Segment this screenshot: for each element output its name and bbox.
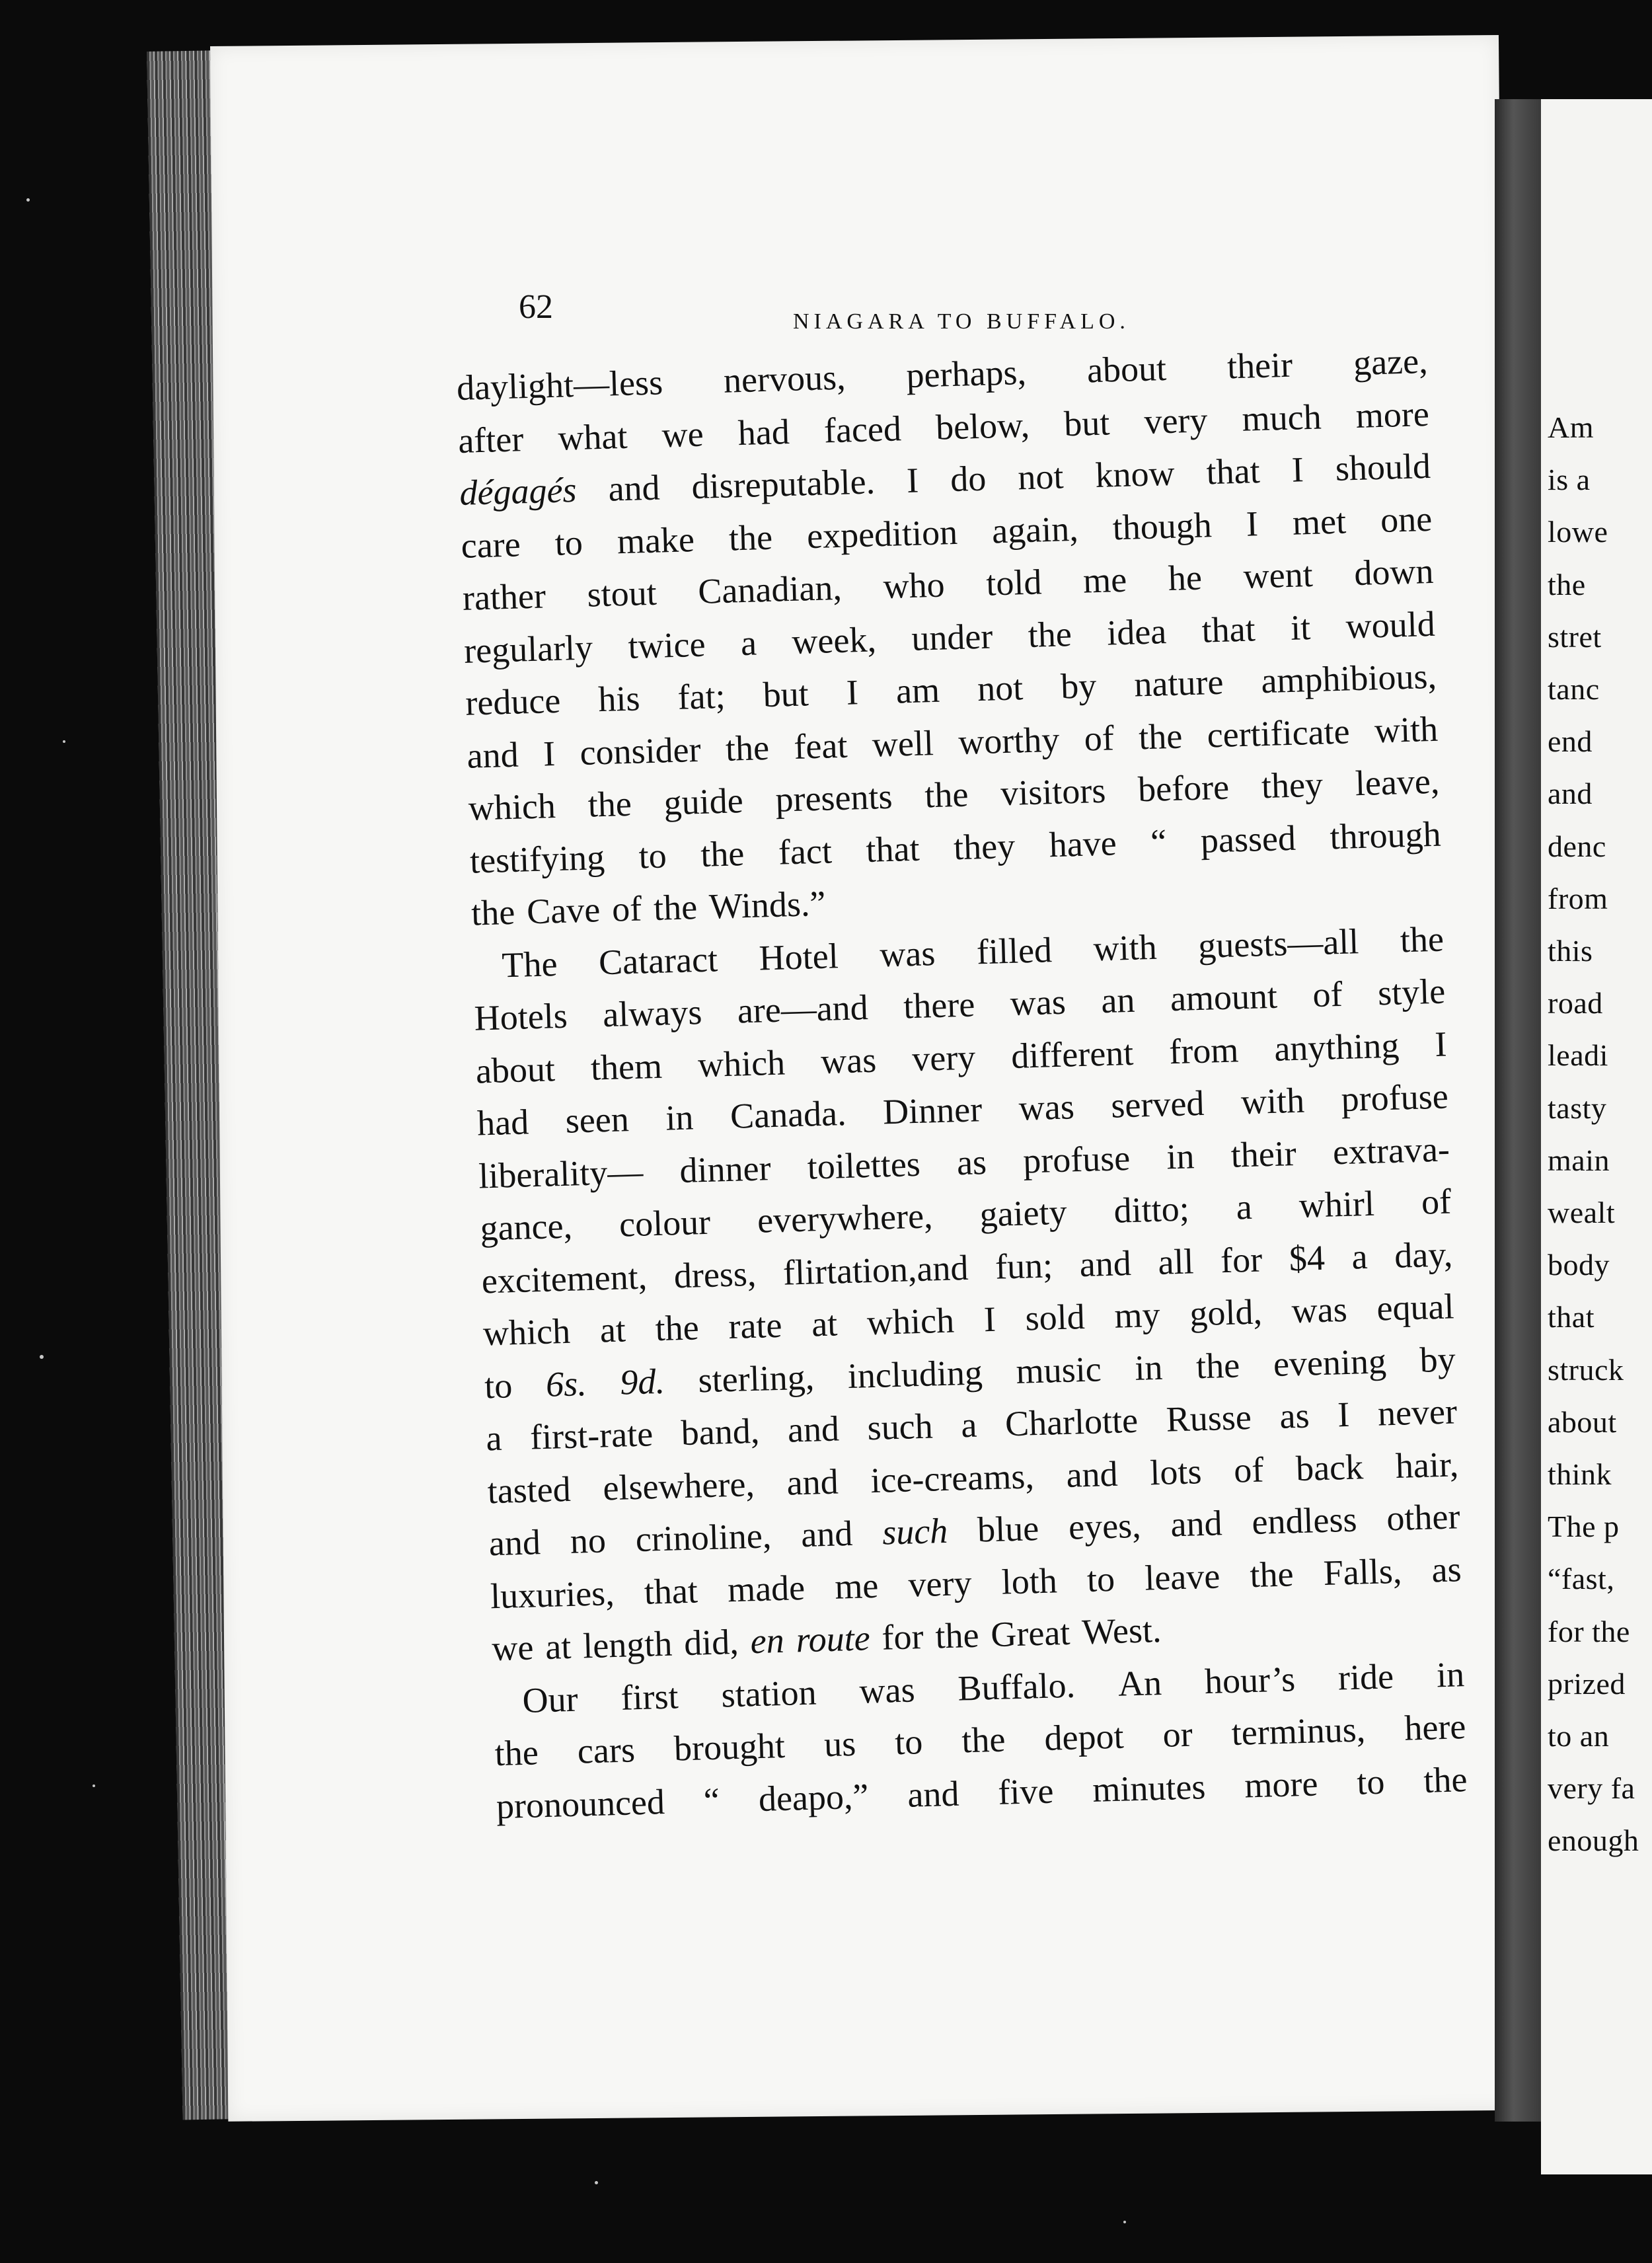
text-line: the Cave of the Winds.”	[470, 883, 827, 933]
facing-page-line: the	[1548, 567, 1586, 601]
facing-page-line: road	[1548, 986, 1603, 1020]
facing-page-line: tasty	[1548, 1091, 1607, 1125]
scan-speck	[63, 740, 65, 743]
facing-page-line: The p	[1548, 1510, 1620, 1544]
text-line: a first-rate band, and such a Charlotte Russe as I never	[485, 1391, 1458, 1459]
facing-page-line: stret	[1548, 619, 1602, 654]
text-line: care to make the expedition again, though I met one	[460, 498, 1433, 566]
facing-page-line: body	[1548, 1248, 1610, 1282]
facing-page-line: for the	[1548, 1614, 1630, 1648]
text-line: tasted elsewhere, and ice-creams, and lots of back hair,	[486, 1443, 1459, 1511]
facing-page-line: lowe	[1548, 515, 1608, 549]
facing-page-line: that	[1548, 1300, 1595, 1334]
text-line: liberality— dinner toilettes as profuse in their extrava-	[478, 1128, 1450, 1196]
facing-page-line: leadi	[1548, 1038, 1608, 1073]
text-line: excitement, dress, flirtation,and fun; and all for $4 a day,	[480, 1233, 1453, 1301]
facing-page-line: “fast,	[1548, 1562, 1615, 1596]
facing-page-line: and	[1548, 777, 1593, 811]
scan-speck	[93, 1784, 95, 1787]
text-line: regularly twice a week, under the idea that it would	[463, 603, 1436, 671]
facing-page	[1541, 99, 1652, 2174]
facing-page-line: is a	[1548, 463, 1591, 497]
text-line: The Cataract Hotel was filled with guests—all the	[501, 919, 1445, 985]
facing-page-line: from	[1548, 881, 1608, 915]
scan-speck	[1123, 2221, 1126, 2223]
text-line: the cars brought us to the depot or terminus, here	[494, 1707, 1467, 1774]
text-line: daylight—less nervous, perhaps, about their gaze,	[456, 340, 1429, 408]
text-line: we at length did, en route for the Great West.	[491, 1609, 1162, 1669]
facing-page-line: this	[1548, 934, 1593, 968]
facing-page-line: about	[1548, 1404, 1617, 1439]
text-line: reduce his fat; but I am not by nature amphibious,	[465, 656, 1437, 723]
text-line: gance, colour everywhere, gaiety ditto; a whirl of	[479, 1181, 1452, 1248]
page-gutter	[1495, 99, 1541, 2122]
text-line: had seen in Canada. Dinner was served with profuse	[476, 1076, 1449, 1143]
facing-page-line: end	[1548, 724, 1593, 759]
facing-page-line: to an	[1548, 1719, 1610, 1753]
facing-page-line: very fa	[1548, 1771, 1635, 1806]
text-line: pronounced “ deapo,” and five minutes more to the	[496, 1759, 1468, 1826]
text-line: and I consider the feat well worthy of the certificate with	[466, 709, 1439, 776]
text-line: and no crinoline, and such blue eyes, and endless other	[488, 1496, 1461, 1564]
facing-page-line: tanc	[1548, 672, 1600, 706]
facing-page-line: prized	[1548, 1666, 1626, 1701]
facing-page-line: struck	[1548, 1352, 1624, 1387]
text-line: which at the rate at which I sold my gold, was equal	[482, 1286, 1455, 1354]
scan-speck	[26, 198, 30, 202]
facing-page-line: think	[1548, 1457, 1612, 1491]
text-line: Our first station was Buffalo. An hour’s ride in	[521, 1654, 1465, 1720]
scan-speck	[40, 1355, 44, 1359]
text-line: to 6s. 9d. sterling, including music in the evening by	[484, 1338, 1456, 1406]
text-line: rather stout Canadian, who told me he went down	[462, 551, 1435, 618]
text-line: which the guide presents the visitors before they leave,	[468, 761, 1441, 828]
facing-page-line: denc	[1548, 829, 1606, 863]
text-line: luxuries, that made me very loth to leave the Falls, as	[490, 1549, 1462, 1616]
text-line: about them which was very different from anything I	[475, 1024, 1448, 1091]
facing-page-line: main	[1548, 1143, 1610, 1177]
facing-page-line: Am	[1548, 410, 1594, 444]
text-line: after what we had faced below, but very much more	[457, 393, 1430, 461]
facing-page-line: wealt	[1548, 1196, 1616, 1229]
page-body-text	[456, 335, 1468, 1833]
text-line: dégagés and disreputable. I do not know that I should	[459, 445, 1431, 513]
running-header: NIAGARA TO BUFFALO.	[793, 309, 1130, 334]
text-line: Hotels always are—and there was an amount of style	[473, 971, 1446, 1038]
facing-page-line: enough	[1548, 1823, 1639, 1858]
text-line: testifying to the fact that they have “ passed through	[469, 814, 1442, 881]
page-number: 62	[519, 288, 553, 326]
scan-speck	[595, 2181, 598, 2184]
